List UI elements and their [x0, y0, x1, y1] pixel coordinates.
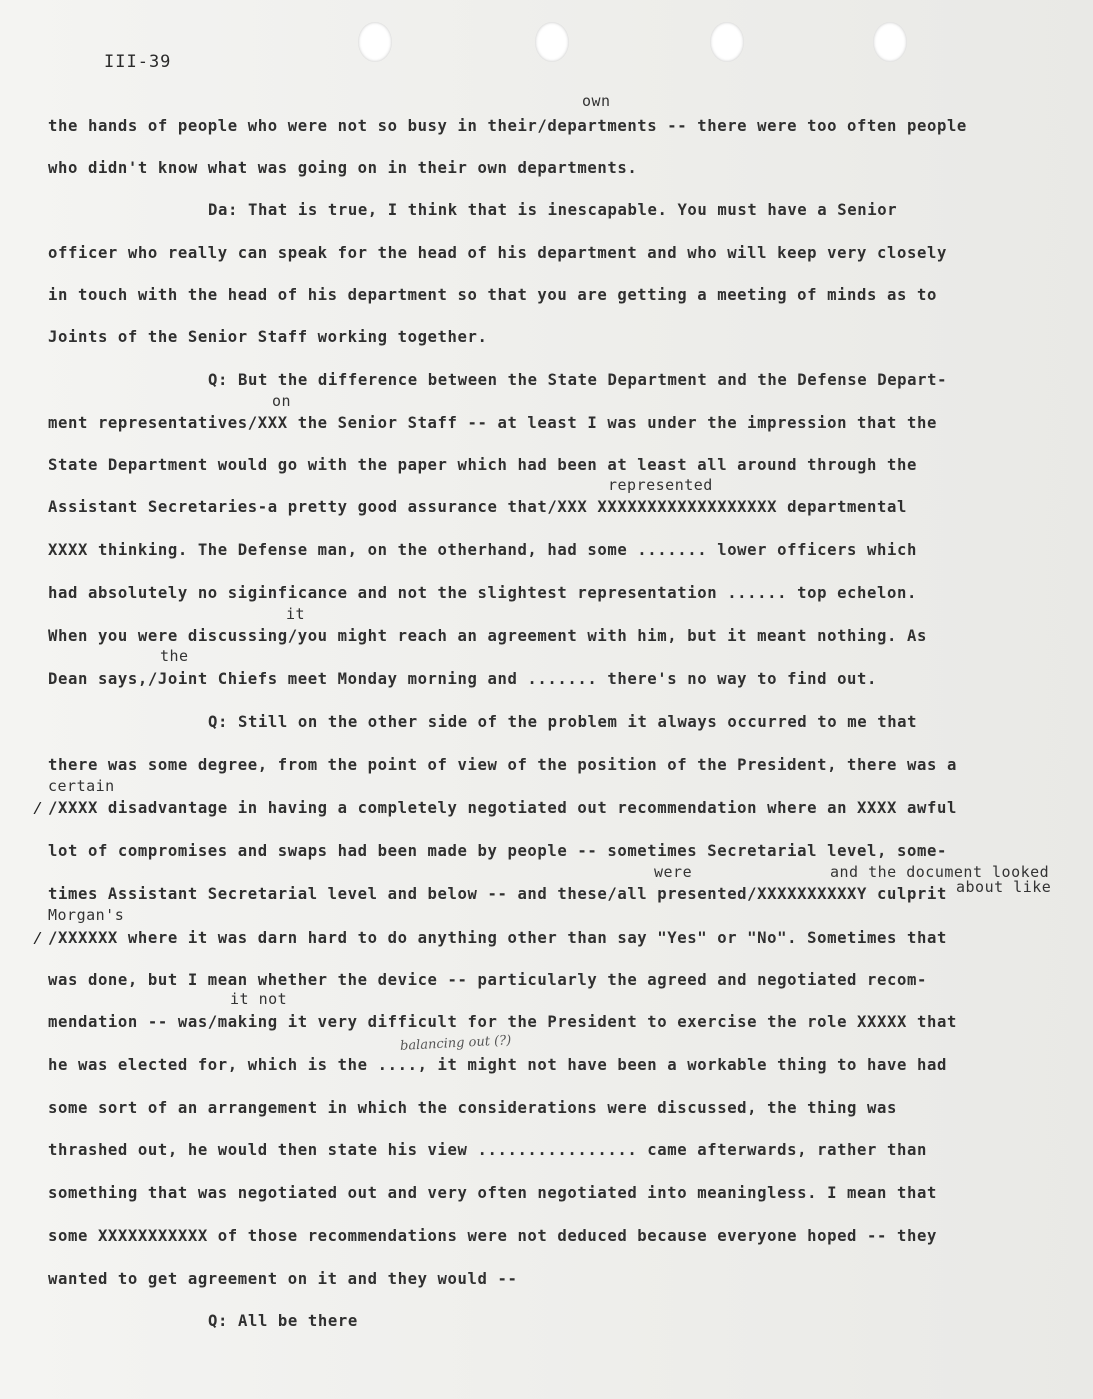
text-line: Joints of the Senior Staff working together.	[48, 328, 488, 346]
text-line: had absolutely no siginficance and not the slightest representation ...... top echelon.	[48, 584, 917, 602]
page-number: III-39	[104, 52, 172, 72]
text-line: mendation -- was/making it very difficult for the President to exercise the role XXXXX that	[48, 1013, 957, 1031]
interlinear-insertion: represented	[608, 476, 713, 494]
interlinear-insertion: own	[582, 92, 611, 110]
text-line: the hands of people who were not so busy in their/departments -- there were too often people	[48, 117, 967, 135]
interlinear-insertion: it not	[230, 990, 288, 1008]
punch-hole	[535, 22, 569, 62]
text-line: /XXXX disadvantage in having a completely negotiated out recommendation where an XXXX awful	[48, 799, 957, 817]
text-line: something that was negotiated out and very often negotiated into meaningless. I mean that	[48, 1184, 937, 1202]
text-line: When you were discussing/you might reach an agreement with him, but it meant nothing. As	[48, 627, 927, 645]
text-line: thrashed out, he would then state his view ................ came afterwards, rather than	[48, 1141, 927, 1159]
margin-mark: ⁄	[32, 928, 43, 949]
text-line: Q: All be there	[208, 1312, 358, 1330]
interlinear-insertion: certain	[48, 777, 115, 795]
text-line: lot of compromises and swaps had been made by people -- sometimes Secretarial level, some-	[48, 842, 947, 860]
text-line: in touch with the head of his department so that you are getting a meeting of minds as to	[48, 286, 937, 304]
punch-hole	[710, 22, 744, 62]
text-line: State Department would go with the paper which had been at least all around through the	[48, 456, 917, 474]
interlinear-insertion: were	[654, 863, 693, 881]
text-line: he was elected for, which is the ...., it might not have been a workable thing to have had	[48, 1056, 947, 1074]
text-line: /XXXXXX where it was darn hard to do anything other than say "Yes" or "No". Sometimes that	[48, 929, 947, 947]
text-line: wanted to get agreement on it and they would --	[48, 1270, 518, 1288]
margin-mark: ⁄	[32, 798, 43, 819]
text-line: Assistant Secretaries-a pretty good assurance that/XXX XXXXXXXXXXXXXXXXXX departmental	[48, 498, 907, 516]
punch-hole	[873, 22, 907, 62]
text-line: some XXXXXXXXXXX of those recommendations were not deduced because everyone hoped -- they	[48, 1227, 937, 1245]
text-line: Q: Still on the other side of the problem it always occurred to me that	[208, 713, 918, 731]
text-line: Q: But the difference between the State Department and the Defense Depart-	[208, 371, 948, 389]
text-line: XXXX thinking. The Defense man, on the otherhand, had some ....... lower officers which	[48, 541, 917, 559]
text-line: ment representatives/XXX the Senior Staff -- at least I was under the impression that the	[48, 414, 937, 432]
text-line: times Assistant Secretarial level and below -- and these/all presented/XXXXXXXXXXY culprit	[48, 885, 947, 903]
text-line: Dean says,/Joint Chiefs meet Monday morning and ....... there's no way to find out.	[48, 670, 878, 688]
handwritten-note: balancing out (?)	[399, 1033, 512, 1054]
text-line: there was some degree, from the point of view of the position of the President, there was a	[48, 756, 957, 774]
interlinear-insertion: about like	[956, 878, 1052, 896]
interlinear-insertion: the	[160, 647, 189, 665]
interlinear-insertion: on	[272, 392, 292, 410]
interlinear-insertion: Morgan's	[48, 906, 125, 924]
text-line: some sort of an arrangement in which the considerations were discussed, the thing was	[48, 1099, 897, 1117]
interlinear-insertion: it	[286, 605, 306, 623]
interlinear-insertion: and the document looked	[830, 863, 1050, 881]
text-line: Da: That is true, I think that is inescapable. You must have a Senior	[208, 201, 898, 219]
text-line: officer who really can speak for the head of his department and who will keep very closely	[48, 244, 947, 262]
text-line: was done, but I mean whether the device -- particularly the agreed and negotiated recom-	[48, 971, 927, 989]
text-line: who didn't know what was going on in their own departments.	[48, 159, 638, 177]
punch-hole	[358, 22, 392, 62]
